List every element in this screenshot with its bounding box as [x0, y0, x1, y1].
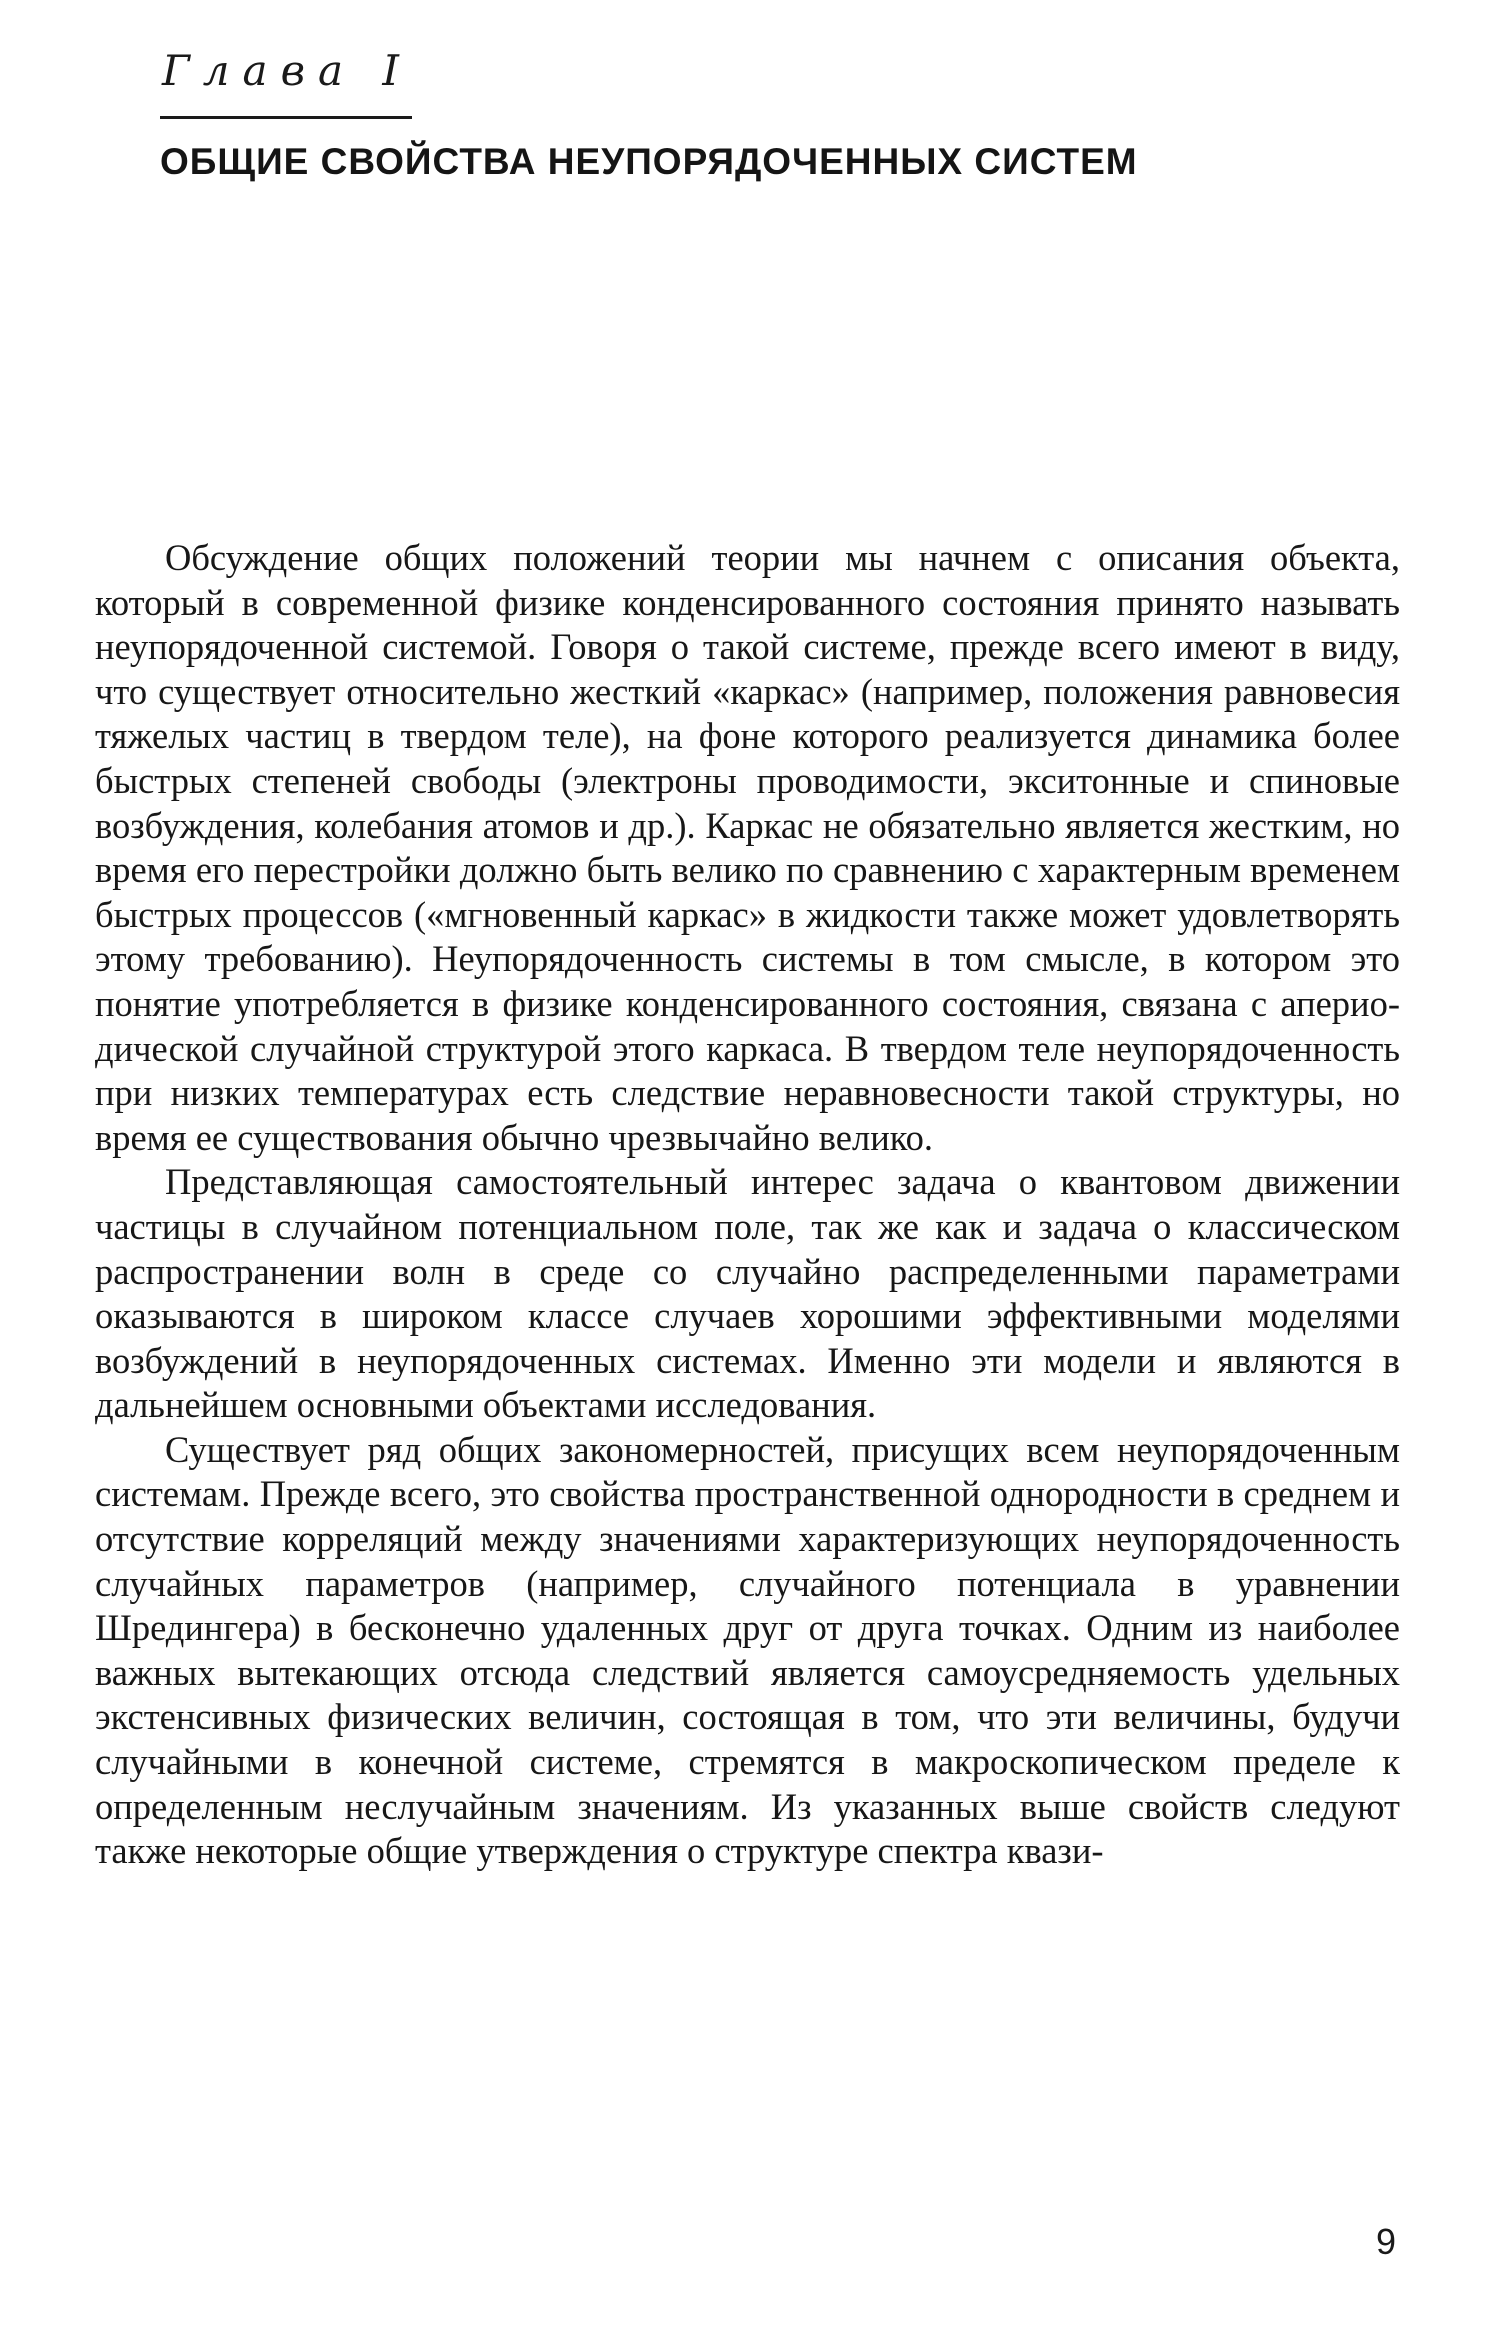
chapter-divider	[160, 116, 412, 119]
paragraph-1: Обсуждение общих положений теории мы начнем с описания объекта, который в современной физике конденсированного состояния принято называть неупорядоченной системой. Говоря о такой системе, прежде всего имеют в виду, что существует относительно жесткий «каркас» (например, положения равновесия тяжелых частиц в твердом теле), на фоне которого реализуется динамика более быстрых степеней свободы (электроны проводимости, экситонные и спиновые возбуждения, колебания атомов и др.). Каркас не обязательно является жестким, но время его перестройки должно быть велико по сравнению с характерным временем быстрых процессов («мгновенный каркас» в жидкости также может удовлетворять этому требованию). Неупорядоченность системы в том смысле, в котором это понятие употребляется в физике конденсированного состояния, связана с апериодической случайной структурой этого каркаса. В твердом теле неупорядоченность при низких температурах есть следствие неравновесности такой структуры, но время ее существования обычно чрезвычайно велико.	[95, 537, 1400, 1158]
body-text	[95, 536, 1400, 1874]
chapter-label: Глава I	[162, 46, 413, 95]
chapter-title: ОБЩИЕ СВОЙСТВА НЕУПОРЯДОЧЕННЫХ СИСТЕМ	[160, 141, 1138, 182]
page-number: 9	[1376, 2221, 1397, 2262]
paragraph-2: Представляющая самостоятельный интерес задача о квантовом движении частицы в случайном потенциальном поле, так же как и задача о классическом распространении волн в среде со случайно распределенными параметрами оказываются в широком классе случаев хорошими эффективными моделями возбуждений в неупорядоченных системах. Именно эти модели и являются в дальнейшем основными объектами исследования.	[95, 1161, 1400, 1426]
paragraph-3: Существует ряд общих закономерностей, присущих всем неупорядоченным системам. Прежде всего, это свойства пространственной однородности в среднем и отсутствие корреляций между значениями характеризующих неупорядоченность случайных параметров (например, случайного потенциала в уравнении Шредингера) в бесконечно удаленных друг от друга точках. Одним из наиболее важных вытекающих отсюда следствий является самоусредняемость удельных экстенсивных физических величин, состоящая в том, что эти величины, будучи случайными в конечной системе, стремятся в макроскопическом пределе к определенным неслучайным значениям. Из указанных выше свойств следуют также некоторые общие утверждения о структуре спектра квази-	[95, 1428, 1400, 1872]
